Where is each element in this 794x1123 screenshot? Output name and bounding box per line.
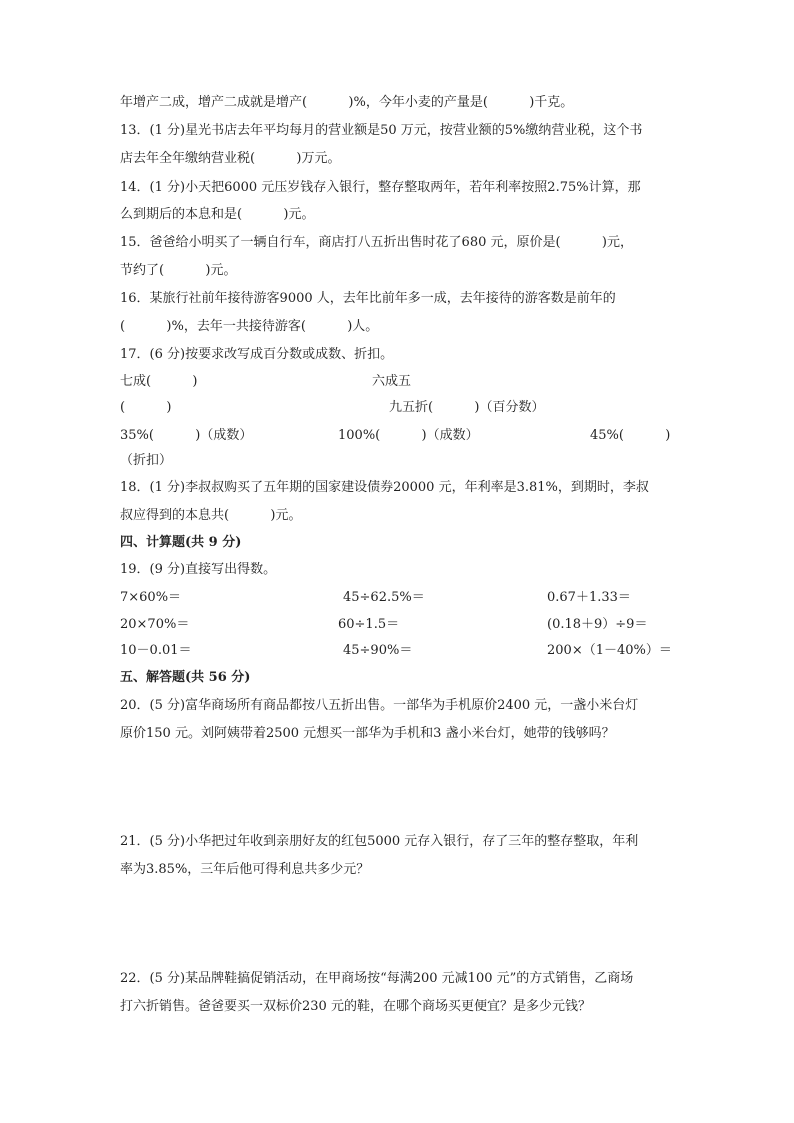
q13-line-2: 店去年全年缴纳营业税( )万元。 xyxy=(120,151,341,166)
q21-line-2: 率为3.85%，三年后他可得利息共多少元？ xyxy=(120,862,370,877)
section-calculation-heading: 四、计算题(共 9 分) xyxy=(120,535,242,550)
q15-line-1: 15．爸爸给小明买了一辆自行车，商店打八五折出售时花了680 元，原价是( )元， xyxy=(120,235,633,250)
calc-item-3: 0.67＋1.33＝ xyxy=(547,590,631,605)
q17-item-ninety-five-discount: 九五折( )（百分数） xyxy=(389,400,545,415)
q17-item-45-percent: 45%( ) xyxy=(590,428,671,443)
q17-item-sixty-five: 六成五 xyxy=(372,374,412,389)
calc-item-9: 200×（1－40%）＝ xyxy=(547,643,672,658)
q22-line-1: 22．(5 分)某品牌鞋搞促销活动，在甲商场按“每满200 元减100 元”的方式销售，乙商场 xyxy=(120,971,634,986)
q17-discount-label: （折扣） xyxy=(120,453,173,468)
q21-line-1: 21．(5 分)小华把过年收到亲朋好友的红包5000 元存入银行，存了三年的整存整取，年利 xyxy=(120,834,639,849)
calc-item-8: 45÷90%＝ xyxy=(343,643,413,658)
q18-line-2: 叔应得到的本息共( )元。 xyxy=(120,508,302,523)
q20-line-2: 原价150 元。刘阿姨带着2500 元想买一部华为手机和3 盏小米台灯，她带的钱够吗？ xyxy=(120,726,615,741)
q14-line-2: 么到期后的本息和是( )元。 xyxy=(120,207,315,222)
q22-line-2: 打六折销售。爸爸要买一双标价230 元的鞋，在哪个商场买更便宜？是多少元钱？ xyxy=(120,999,591,1014)
q17-item-seven-tenths: 七成( ) xyxy=(120,374,198,389)
q15-line-2: 节约了( )元。 xyxy=(120,263,237,278)
q17-prompt: 17．(6 分)按要求改写成百分数或成数、折扣。 xyxy=(120,347,394,362)
q12-continuation: 年增产二成，增产二成就是增产( )%，今年小麦的产量是( )千克。 xyxy=(120,95,574,110)
q17-answer-blank: ( ) xyxy=(120,400,172,415)
q13-line-1: 13．(1 分)星光书店去年平均每月的营业额是50 万元，按营业额的5%缴纳营业税，这个书 xyxy=(120,123,643,138)
calc-item-2: 45÷62.5%＝ xyxy=(343,590,425,605)
q19-prompt: 19．(9 分)直接写出得数。 xyxy=(120,562,277,577)
calc-item-4: 20×70%＝ xyxy=(120,617,190,632)
calc-item-6: (0.18＋9）÷9＝ xyxy=(547,617,648,632)
calc-item-7: 10－0.01＝ xyxy=(120,643,192,658)
section-problem-solving-heading: 五、解答题(共 56 分) xyxy=(120,670,251,685)
q16-line-2: ( )%，去年一共接待游客( )人。 xyxy=(120,319,379,334)
q17-item-35-percent: 35%( )（成数） xyxy=(120,428,253,443)
q18-line-1: 18．(1 分)李叔叔购买了五年期的国家建设债券20000 元，年利率是3.81%，到期时，李叔 xyxy=(120,480,649,495)
q20-line-1: 20．(5 分)富华商场所有商品都按八五折出售。一部华为手机原价2400 元，一盏小米台灯 xyxy=(120,698,639,713)
q16-line-1: 16．某旅行社前年接待游客9000 人，去年比前年多一成，去年接待的游客数是前年的 xyxy=(120,291,616,306)
calc-item-5: 60÷1.5＝ xyxy=(338,617,400,632)
q17-item-100-percent: 100%( )（成数） xyxy=(338,428,479,443)
q14-line-1: 14．(1 分)小天把6000 元压岁钱存入银行，整存整取两年，若年利率按照2.75%计算，那 xyxy=(120,180,641,195)
calc-item-1: 7×60%＝ xyxy=(120,590,182,605)
